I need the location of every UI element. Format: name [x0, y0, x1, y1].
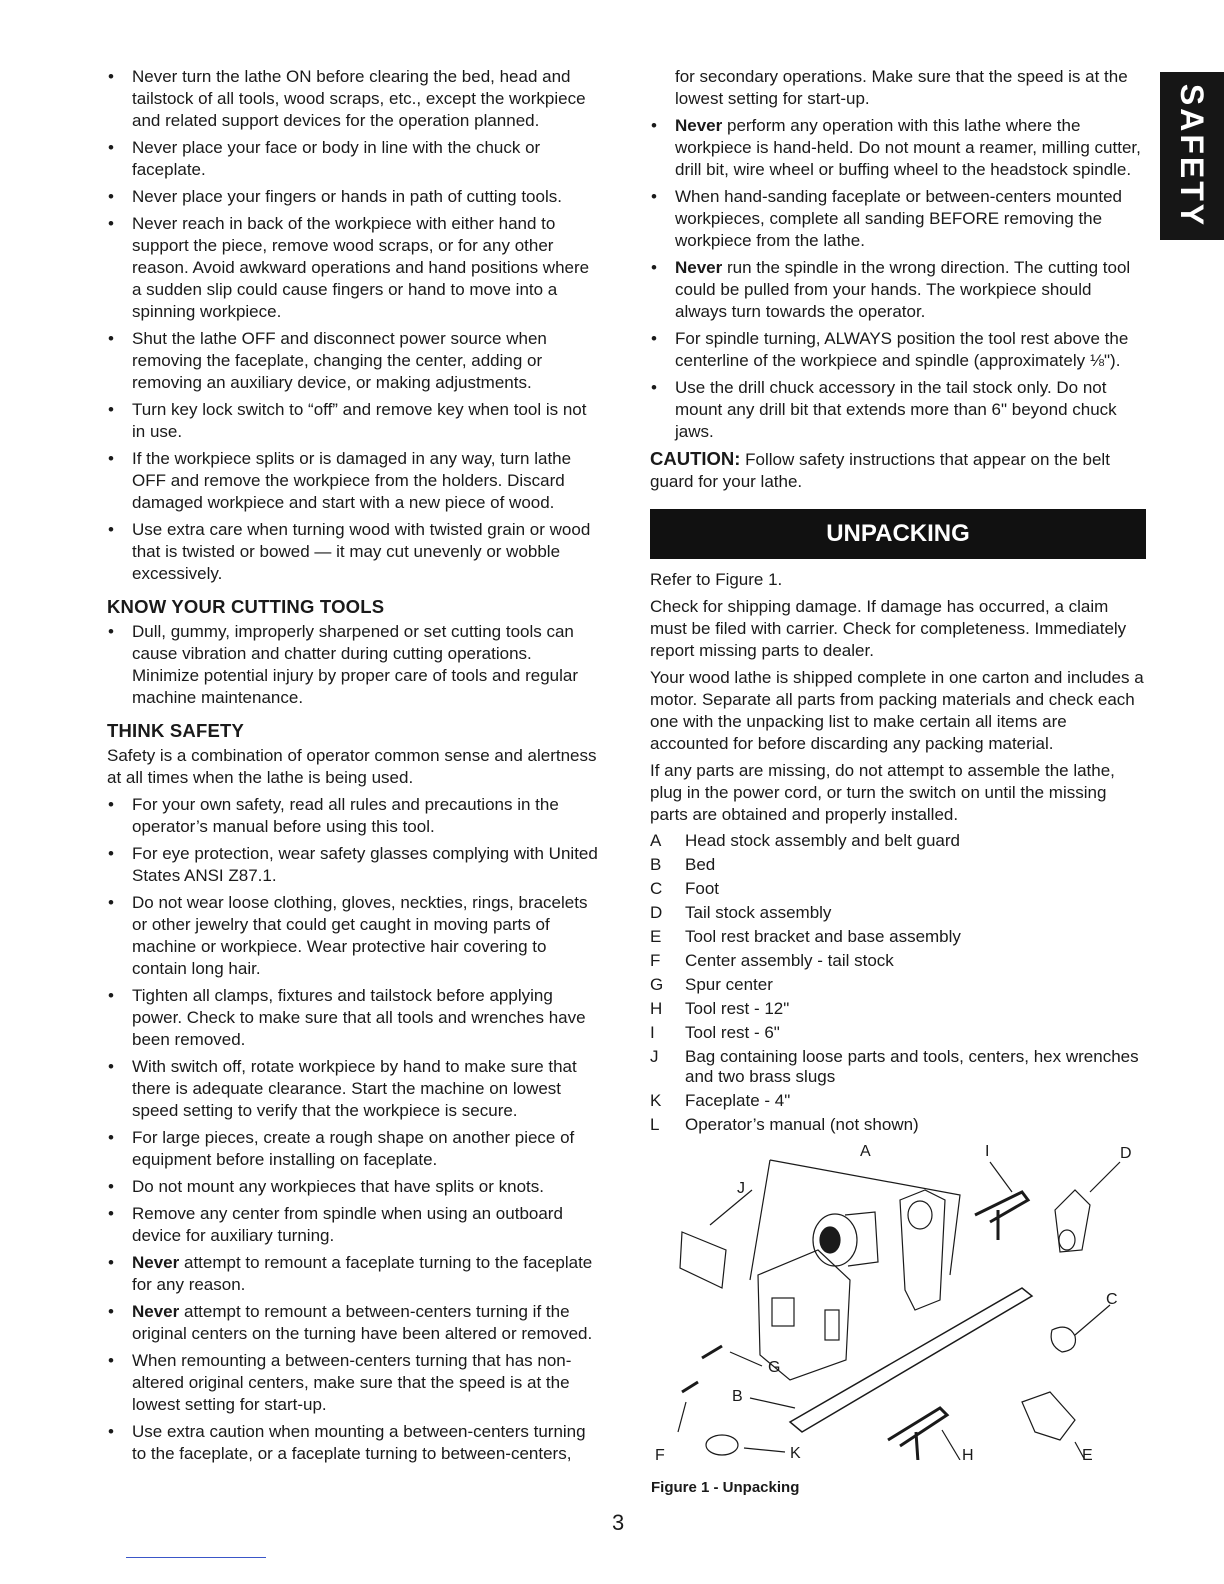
- list-item: • Use extra caution when mounting a between-centers turning to the faceplate, or a faceplate turning to between-centers,: [107, 1421, 603, 1465]
- list-item: • With switch off, rotate workpiece by hand to make sure that there is adequate clearance. Start the machine on lowest speed setting to verify that the workpiece is secure.: [107, 1056, 603, 1122]
- list-item-text: attempt to remount a between-centers turning if the original centers on the turning have been altered or removed.: [132, 1302, 593, 1343]
- unpacking-figure: [650, 1140, 1140, 1460]
- paragraph: If any parts are missing, do not attempt to assemble the lathe, plug in the power cord, or turn the switch on until the missing parts are obtained and properly installed.: [650, 761, 1115, 824]
- list-item: • When hand-sanding faceplate or between-centers mounted workpieces, complete all sanding BEFORE removing the workpiece from the lathe.: [650, 186, 1146, 252]
- center-shape: [682, 1382, 698, 1392]
- caution-text: Follow safety instructions that appear on the belt guard for your lathe.: [650, 450, 1110, 491]
- parts-row: [650, 927, 1146, 951]
- arrow-k: [744, 1448, 785, 1452]
- list-item: • Dull, gummy, improperly sharpened or set cutting tools can cause vibration and chatter during cutting operations. Minimize potential injury by proper care of tools and regular machine maintenance.: [107, 621, 603, 709]
- figure-label-c: C: [1106, 1291, 1118, 1308]
- parts-row: [650, 879, 1146, 903]
- never-label: Never: [675, 258, 723, 277]
- side-tab-label: SAFETY: [1174, 83, 1210, 229]
- figure-label-e: E: [1082, 1447, 1093, 1460]
- part-description: Foot: [685, 879, 720, 898]
- headstock-shape: [900, 1190, 945, 1310]
- foot-shape: [1051, 1327, 1075, 1352]
- parts-row: [650, 903, 1146, 927]
- list-item-text: run the spindle in the wrong direction. The cutting tool could be pulled from your hands. The workpiece should always turn towards the operator.: [675, 258, 1131, 321]
- bag-shape: [680, 1232, 726, 1288]
- arrow-j: [710, 1190, 752, 1225]
- tool-rest-large: [888, 1408, 947, 1460]
- figure-label-h: H: [962, 1447, 974, 1460]
- never-label: Never: [132, 1253, 180, 1272]
- figure-label-f: F: [655, 1447, 665, 1460]
- unpacking-banner: UNPACKING: [650, 509, 1146, 559]
- part-letter: F: [650, 951, 661, 970]
- list-item: • Do not wear loose clothing, gloves, neckties, rings, bracelets or other jewelry that could get caught in moving parts of machine or workpiece. Wear protective hair covering to contain long hair.: [107, 892, 603, 980]
- heading-think-safety: THINK SAFETY: [107, 720, 245, 741]
- part-letter: J: [650, 1047, 659, 1066]
- tool-rest-small: [975, 1192, 1028, 1240]
- side-tab-safety: [1160, 72, 1224, 240]
- tailstock-wheel: [1059, 1230, 1075, 1250]
- heading-know-your-cutting-tools: KNOW YOUR CUTTING TOOLS: [107, 596, 385, 617]
- arrow-i: [990, 1162, 1012, 1192]
- unpacking-illustration: [650, 1140, 1140, 1460]
- parts-row: [650, 831, 1146, 855]
- list-item: • For spindle turning, ALWAYS position the tool rest above the centerline of the workpiece and spindle (approximately ⅛").: [650, 328, 1146, 372]
- list-item: • If the workpiece splits or is damaged in any way, turn lathe OFF and remove the workpiece from the holders. Discard damaged workpiece and start with a new piece of wood.: [107, 448, 603, 514]
- arrow-b: [750, 1398, 795, 1408]
- part-letter: D: [650, 903, 663, 922]
- figure-label-i: I: [985, 1143, 990, 1160]
- part-letter: C: [650, 879, 663, 898]
- never-label: Never: [132, 1302, 180, 1321]
- cutting-tools-list: [107, 621, 603, 709]
- think-safety-list: [107, 794, 603, 1465]
- part-description: Tail stock assembly: [685, 903, 832, 922]
- part-letter: K: [650, 1091, 662, 1110]
- parts-row: [650, 855, 1146, 879]
- caution-paragraph: [650, 448, 1146, 493]
- figure-label-g: G: [768, 1359, 781, 1376]
- tailstock-shape: [1055, 1190, 1090, 1252]
- part-letter: G: [650, 975, 664, 994]
- list-item: • When remounting a between-centers turning that has non-altered original centers, make sure that the speed is at the lowest setting for start-up.: [107, 1350, 603, 1416]
- paragraph: Your wood lathe is shipped complete in one carton and includes a motor. Separate all parts from packing materials and check each one with the unpacking list to make certain all items are accounted for before discarding any packing material.: [650, 668, 1144, 753]
- parts-row: [650, 999, 1146, 1023]
- page-number: 3: [612, 1510, 625, 1535]
- part-description: Head stock assembly and belt guard: [685, 831, 960, 850]
- list-item: [107, 1252, 603, 1296]
- list-item: • For large pieces, create a rough shape on another piece of equipment before installing on faceplate.: [107, 1127, 603, 1171]
- arrow-f: [678, 1402, 686, 1432]
- figure-label-a: A: [860, 1143, 871, 1160]
- think-safety-intro: Safety is a combination of operator common sense and alertness at all times when the lathe is being used.: [107, 746, 597, 787]
- list-item: • Tighten all clamps, fixtures and tailstock before applying power. Check to make sure that all tools and wrenches have been removed.: [107, 985, 603, 1051]
- parts-row: [650, 1091, 1146, 1115]
- figure-label-d: D: [1120, 1145, 1132, 1162]
- part-letter: I: [650, 1023, 655, 1042]
- carton-outline: [750, 1160, 960, 1280]
- parts-row: [650, 1115, 1146, 1139]
- part-letter: H: [650, 999, 663, 1018]
- arrow-h: [942, 1430, 960, 1460]
- list-item-text: perform any operation with this lathe where the workpiece is hand-held. Do not mount a reamer, milling cutter, drill bit, wire wheel or buffing wheel to the headstock spindle.: [675, 116, 1141, 179]
- figure-label-k: K: [790, 1445, 801, 1460]
- figure-label-b: B: [732, 1388, 743, 1405]
- tool-rest-base-shape: [1022, 1392, 1075, 1440]
- list-item-text: attempt to remount a faceplate turning to the faceplate for any reason.: [132, 1253, 593, 1294]
- list-item: • Shut the lathe OFF and disconnect power source when removing the faceplate, changing the center, adding or removing an auxiliary device, or making adjustments.: [107, 328, 603, 394]
- part-description: Bag containing loose parts and tools, centers, hex wrenches and two brass slugs: [685, 1047, 1139, 1086]
- part-description: Tool rest bracket and base assembly: [685, 927, 961, 946]
- figure-label-j: J: [737, 1180, 745, 1197]
- parts-row: [650, 951, 1146, 975]
- label-plate: [825, 1310, 839, 1340]
- list-item: • Never reach in back of the workpiece with either hand to support the piece, remove wood scraps, or for any other reason. Avoid awkward operations and hand positions where a sudden slip could cause fingers or hand to move into a spinning workpiece.: [107, 213, 603, 323]
- safety-rules-list: [107, 66, 603, 585]
- list-item: • Use the drill chuck accessory in the tail stock only. Do not mount any drill bit that extends more than 6" beyond chuck jaws.: [650, 377, 1146, 443]
- continuation-text: for secondary operations. Make sure that the speed is at the lowest setting for start-up.: [675, 67, 1128, 108]
- switch-plate: [772, 1298, 794, 1326]
- list-item: • For eye protection, wear safety glasses complying with United States ANSI Z87.1.: [107, 843, 603, 887]
- figure-caption: Figure 1 - Unpacking: [651, 1479, 800, 1496]
- list-item: • Never turn the lathe ON before clearing the bed, head and tailstock of all tools, wood scraps, etc., except the workpiece and related support devices for the operation planned.: [107, 66, 603, 132]
- list-item: • Never place your face or body in line with the chuck or faceplate.: [107, 137, 603, 181]
- paragraph: Check for shipping damage. If damage has occurred, a claim must be filed with carrier. Check for completeness. Immediately report missing parts to dealer.: [650, 597, 1127, 660]
- part-description: Center assembly - tail stock: [685, 951, 894, 970]
- list-item: [107, 1301, 603, 1345]
- parts-list: [650, 831, 1146, 1139]
- part-description: Tool rest - 12": [685, 999, 790, 1018]
- part-letter: B: [650, 855, 662, 874]
- part-letter: A: [650, 831, 662, 850]
- parts-row: [650, 1023, 1146, 1047]
- right-column: [650, 66, 1146, 1139]
- parts-row: [650, 975, 1146, 999]
- list-item: • Remove any center from spindle when using an outboard device for auxiliary turning.: [107, 1203, 603, 1247]
- parts-row: [650, 1047, 1146, 1091]
- spur-center-shape: [702, 1346, 722, 1358]
- part-description: Operator’s manual (not shown): [685, 1115, 919, 1134]
- list-item: • Use extra care when turning wood with twisted grain or wood that is twisted or bowed — it may cut unevenly or wobble excessively.: [107, 519, 603, 585]
- part-description: Tool rest - 6": [685, 1023, 780, 1042]
- list-item: [650, 115, 1146, 181]
- faceplate-shape: [706, 1435, 738, 1455]
- list-item: • For your own safety, read all rules and precautions in the operator’s manual before using this tool.: [107, 794, 603, 838]
- caution-label: CAUTION:: [650, 448, 741, 469]
- pulley-shape: [908, 1201, 932, 1229]
- motor-face: [820, 1227, 840, 1253]
- part-letter: L: [650, 1115, 660, 1134]
- list-item: • Do not mount any workpieces that have splits or knots.: [107, 1176, 603, 1198]
- list-item: • Turn key lock switch to “off” and remove key when tool is not in use.: [107, 399, 603, 443]
- safety-rules-list-continued: [650, 115, 1146, 443]
- list-item: • Never place your fingers or hands in path of cutting tools.: [107, 186, 603, 208]
- part-letter: E: [650, 927, 662, 946]
- part-description: Faceplate - 4": [685, 1091, 791, 1110]
- list-item: [650, 257, 1146, 323]
- left-column: [107, 66, 603, 1470]
- arrow-c: [1075, 1305, 1110, 1335]
- arrow-g: [730, 1352, 762, 1366]
- never-label: Never: [675, 116, 723, 135]
- part-description: Spur center: [685, 975, 773, 994]
- footer-rule: [126, 1557, 266, 1558]
- part-description: Bed: [685, 855, 716, 874]
- refer-text: Refer to Figure 1.: [650, 570, 783, 589]
- arrow-d: [1090, 1162, 1120, 1192]
